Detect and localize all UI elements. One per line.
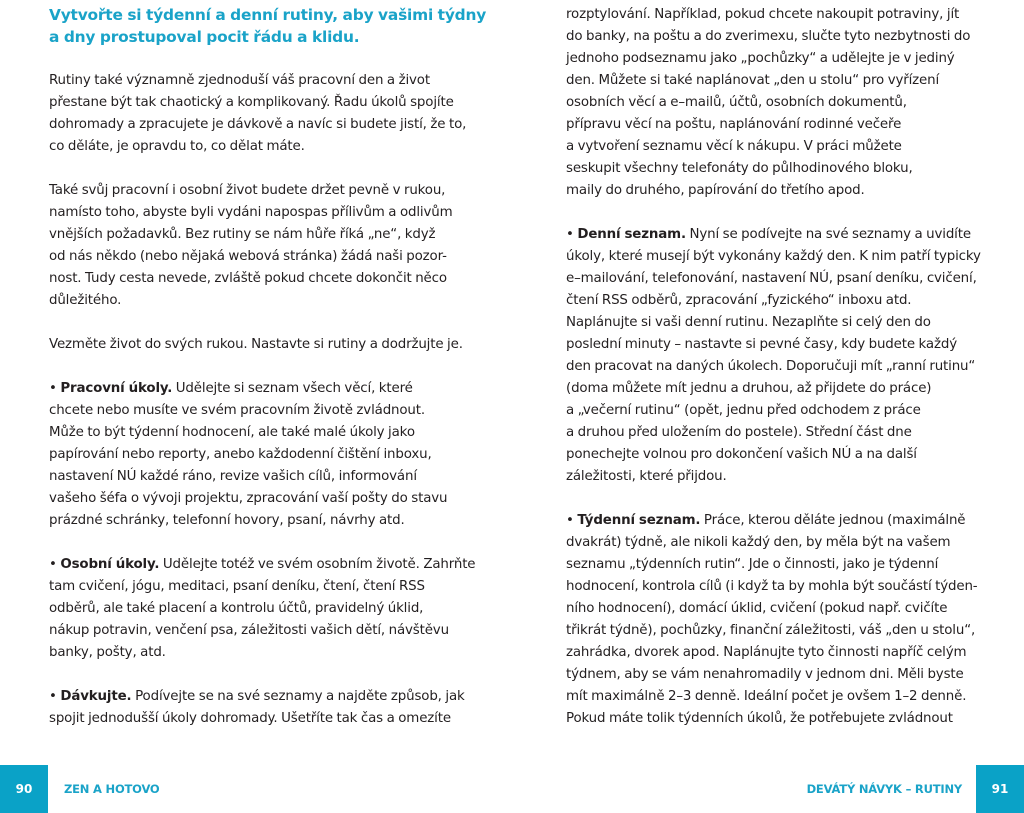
text-line: namísto toho, abyste byli vydáni napospas přílivům a odlivům xyxy=(49,205,453,220)
text-line: nastavení NÚ každé ráno, revize vašich cílů, informování xyxy=(49,469,417,484)
text-line: dvakrát) týdně, ale nikoli každý den, by měla být na vašem xyxy=(566,535,951,550)
text-line: den. Můžete si také naplánovat „den u stolu“ pro vyřízení xyxy=(566,73,940,88)
text-line: týdnem, aby se vám nenahromadily v jednom dni. Měli byste xyxy=(566,667,964,682)
text-line: maily do druhého, papírování do třetího apod. xyxy=(566,183,865,198)
bullet-item-personal-tasks xyxy=(49,554,479,664)
text-line: Pokud máte tolik týdenních úkolů, že potřebujete zvládnout xyxy=(566,711,953,726)
bullet-first-line xyxy=(566,224,996,246)
text-line: a vytvoření seznamu věcí k nákupu. V práci můžete xyxy=(566,139,902,154)
bullet-item-work-tasks xyxy=(49,378,479,532)
text-line: vnějších požadavků. Bez rutiny se nám hůře říká „ne“, když xyxy=(49,227,436,242)
text-line: přípravu věcí na poštu, naplánování rodinné večeře xyxy=(566,117,902,132)
bullet-icon: • xyxy=(49,381,61,396)
section-heading xyxy=(49,4,487,48)
text-line: tam cvičení, jógu, meditaci, psaní deníku, čtení, čtení RSS xyxy=(49,579,425,594)
page-number-tab xyxy=(0,765,48,813)
text-line: jednoho podseznamu jako „pochůzky“ a udělejte je v jediný xyxy=(566,51,955,66)
page-number: 90 xyxy=(15,782,33,796)
bullet-term: Týdenní seznam. xyxy=(577,513,701,528)
page-number: 91 xyxy=(991,782,1009,796)
bullet-icon: • xyxy=(566,227,578,242)
text-line: čtení RSS odběrů, zpracování „fyzického“ inboxu atd. xyxy=(566,293,912,308)
text-line: co děláte, je opravdu to, co dělat máte. xyxy=(49,139,305,154)
left-text-column xyxy=(49,4,487,752)
bullet-first-line xyxy=(49,554,479,576)
bullet-icon: • xyxy=(49,689,61,704)
bullet-text: Nyní se podívejte na své seznamy a uvidíte xyxy=(685,227,971,242)
bullet-text: Udělejte totéž ve svém osobním životě. Zahrňte xyxy=(159,557,476,572)
text-line: banky, pošty, atd. xyxy=(49,645,166,660)
text-line: rozptylování. Například, pokud chcete nakoupit potraviny, jít xyxy=(566,7,960,22)
text-line: zahrádka, dvorek apod. Naplánujte tyto činnosti napříč celým xyxy=(566,645,967,660)
text-line: vašeho šéfa o vývoji projektu, zpracování vaší pošty do stavu xyxy=(49,491,448,506)
text-line: nost. Tudy cesta nevede, zvláště pokud chcete dokončit něco xyxy=(49,271,447,286)
text-line: nákup potravin, venčení psa, záležitosti vašich dětí, návštěvu xyxy=(49,623,449,638)
text-line: důležitého. xyxy=(49,293,122,308)
bullet-item-batching xyxy=(49,686,479,730)
text-line: ního hodnocení), domácí úklid, cvičení (pokud např. cvičíte xyxy=(566,601,948,616)
text-line: hodnocení, kontrola cílů (i když ta by mohla být součástí týden- xyxy=(566,579,978,594)
text-line: seznamu „týdenních rutin“. Jde o činnosti, jako je týdenní xyxy=(566,557,939,572)
bullet-text: Podívejte se na své seznamy a najděte způsob, jak xyxy=(131,689,465,704)
text-line: třikrát týdně), pochůzky, finanční záležitosti, váš „den u stolu“, xyxy=(566,623,976,638)
text-line: do banky, na poštu a do zverimexu, slučte tyto nezbytnosti do xyxy=(566,29,971,44)
text-line: osobních věcí a e–mailů, účtů, osobních dokumentů, xyxy=(566,95,907,110)
text-line: Vezměte život do svých rukou. Nastavte si rutiny a dodržujte je. xyxy=(49,337,463,352)
text-line: Naplánujte si vaši denní rutinu. Nezaplňte si celý den do xyxy=(566,315,931,330)
text-line: mít maximálně 2–3 denně. Ideální počet je ovšem 1–2 denně. xyxy=(566,689,967,704)
text-line: a druhou před uložením do postele). Střední část dne xyxy=(566,425,912,440)
text-line: seskupit všechny telefonáty do půlhodinového bloku, xyxy=(566,161,913,176)
bullet-term: Dávkujte. xyxy=(60,689,132,704)
text-line: dohromady a zpracujete je dávkově a navíc si budete jistí, že to, xyxy=(49,117,467,132)
text-line: chcete nebo musíte ve svém pracovním životě zvládnout. xyxy=(49,403,425,418)
text-line: od nás někdo (nebo nějaká webová stránka) žádá naši pozor- xyxy=(49,249,447,264)
text-line: Rutiny také významně zjednoduší váš pracovní den a život xyxy=(49,73,430,88)
heading-line: Vytvořte si týdenní a denní rutiny, aby vašimi týdny xyxy=(49,6,487,24)
text-line: spojit jednodušší úkoly dohromady. Ušetříte tak čas a omezíte xyxy=(49,711,451,726)
text-line: záležitosti, které přijdou. xyxy=(566,469,727,484)
bullet-term: Pracovní úkoly. xyxy=(60,381,173,396)
bullet-item-weekly-list xyxy=(566,510,996,730)
text-line: den pracovat na daných úkolech. Doporučuji mít „ranní rutinu“ xyxy=(566,359,976,374)
text-line: prázdné schránky, telefonní hovory, psaní, návrhy atd. xyxy=(49,513,405,528)
running-head-book-title: ZEN A HOTOVO xyxy=(64,782,160,796)
text-line: a „večerní rutinu“ (opět, jednu před odchodem z práce xyxy=(566,403,921,418)
bullet-item-daily-list xyxy=(566,224,996,488)
bullet-first-line xyxy=(49,378,479,400)
text-line: přestane být tak chaotický a komplikovaný. Řadu úkolů spojíte xyxy=(49,95,454,110)
text-line: úkoly, které musejí být vykonány každý den. K nim patří typicky xyxy=(566,249,981,264)
bullet-text: Práce, kterou děláte jednou (maximálně xyxy=(700,513,966,528)
text-line: Může to být týdenní hodnocení, ale také malé úkoly jako xyxy=(49,425,415,440)
bullet-icon: • xyxy=(49,557,61,572)
text-line: papírování nebo reporty, anebo každodenní čištění inboxu, xyxy=(49,447,432,462)
bullet-term: Denní seznam. xyxy=(577,227,686,242)
bullet-icon: • xyxy=(566,513,578,528)
right-page xyxy=(512,0,1024,813)
paragraph xyxy=(49,70,479,158)
page-number-tab xyxy=(976,765,1024,813)
text-line: poslední minuty – nastavte si pevné časy, kdy budete každý xyxy=(566,337,957,352)
text-line: odběrů, ale také placení a kontrolu účtů, pravidelný úklid, xyxy=(49,601,424,616)
bullet-first-line xyxy=(566,510,996,532)
text-line: (doma můžete mít jednu a druhou, až přijdete do práce) xyxy=(566,381,932,396)
text-line: ponechejte volnou pro dokončení vašich NÚ a na další xyxy=(566,447,917,462)
bullet-first-line xyxy=(49,686,479,708)
paragraph xyxy=(49,180,479,312)
bullet-text: Udělejte si seznam všech věcí, které xyxy=(172,381,413,396)
paragraph-continuation xyxy=(566,4,996,202)
heading-line: a dny prostupoval pocit řádu a klidu. xyxy=(49,28,360,46)
right-text-column xyxy=(566,4,996,752)
running-head-chapter-title: DEVÁTÝ NÁVYK – RUTINY xyxy=(806,782,962,796)
paragraph xyxy=(49,334,479,356)
text-line: e–mailování, telefonování, nastavení NÚ, psaní deníku, cvičení, xyxy=(566,271,977,286)
text-line: Také svůj pracovní i osobní život budete držet pevně v rukou, xyxy=(49,183,446,198)
bullet-term: Osobní úkoly. xyxy=(60,557,160,572)
